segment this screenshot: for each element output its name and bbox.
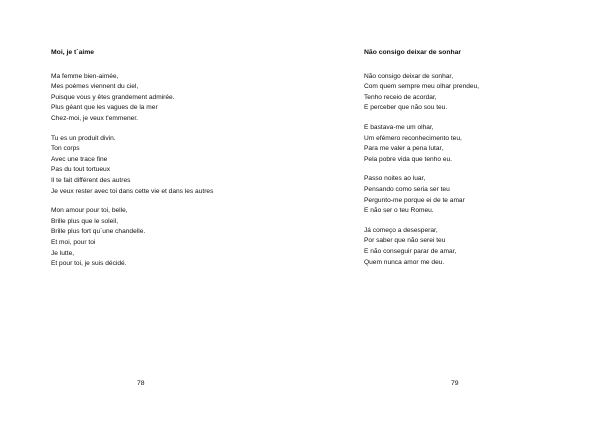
- poem-line: Brille plus que le soleil,: [51, 217, 119, 225]
- poem-line: Pensando como seria ser teu: [364, 185, 450, 193]
- poem-line: Quem nunca amor me deu.: [364, 258, 445, 266]
- poem-line: Je lutte,: [51, 249, 75, 257]
- page-number: 79: [451, 380, 459, 387]
- poem-line: Brille plus fort qu´une chandelle.: [51, 228, 146, 236]
- poem-line: Chez-moi, je veux t'emmener.: [51, 114, 139, 122]
- poem-line: Avec une trace fine: [51, 155, 108, 163]
- poem-line: Puisque vous y êtes grandement admirée.: [51, 93, 175, 101]
- poem-line: Je veux rester avec toi dans cette vie et dans les autres: [51, 187, 214, 195]
- poem-line: Ma femme bien-aimée,: [51, 72, 119, 80]
- poem-line: Tu es un produit divin.: [51, 134, 116, 142]
- poem-line: Com quem sempre meu olhar prendeu,: [364, 83, 480, 91]
- poem-line: Pergunto-me porque ei de te amar: [364, 196, 465, 204]
- poem-line: Tenho receio de acordar,: [364, 93, 437, 101]
- poem-line: Et moi, pour toi: [51, 238, 96, 246]
- poem-title: Não consigo deixar de sonhar: [364, 49, 462, 56]
- stanza: [364, 174, 594, 216]
- poem-line: Já começo a desesperar,: [364, 226, 438, 234]
- poem-line: Pas du tout tortueux: [51, 166, 111, 174]
- stanza: [51, 206, 296, 270]
- poem-line: Por saber que não serei teu: [364, 237, 446, 245]
- poem-title: Moi, je t´aime: [51, 49, 95, 56]
- stanza: [51, 134, 296, 198]
- page-number: 78: [137, 380, 145, 387]
- poem-line: Não consigo deixar de sonhar,: [364, 72, 454, 80]
- poem-line: Para me valer a pena lutar,: [364, 145, 444, 153]
- poem-line: Ton corps: [51, 145, 80, 153]
- stanza: [51, 72, 296, 125]
- poem-line: E perceber que não sou teu.: [364, 104, 448, 112]
- poem-line: Il te fait différent des autres: [51, 176, 131, 184]
- poem-line: Passo noites ao luar,: [364, 175, 426, 183]
- stanza: [364, 72, 594, 114]
- left-poem: [51, 48, 296, 279]
- poem-line: Mon amour pour toi, belle,: [51, 207, 128, 215]
- poem-line: E não conseguir parar de amar,: [364, 247, 457, 255]
- poem-line: Um efémero reconhecimento teu,: [364, 134, 462, 142]
- poem-line: Pela pobre vida que tenho eu.: [364, 155, 452, 163]
- poem-line: Mes poèmes viennent du ciel,: [51, 83, 139, 91]
- poem-line: Et pour toi, je suis décidé.: [51, 260, 127, 268]
- stanza: [364, 226, 594, 268]
- right-page: [300, 0, 600, 425]
- stanza: [364, 123, 594, 165]
- poem-line: E bastava-me um olhar,: [364, 123, 434, 131]
- right-poem: [364, 48, 594, 277]
- poem-line: E não ser o teu Romeu.: [364, 207, 434, 215]
- poem-line: Plus géant que les vagues de la mer: [51, 104, 158, 112]
